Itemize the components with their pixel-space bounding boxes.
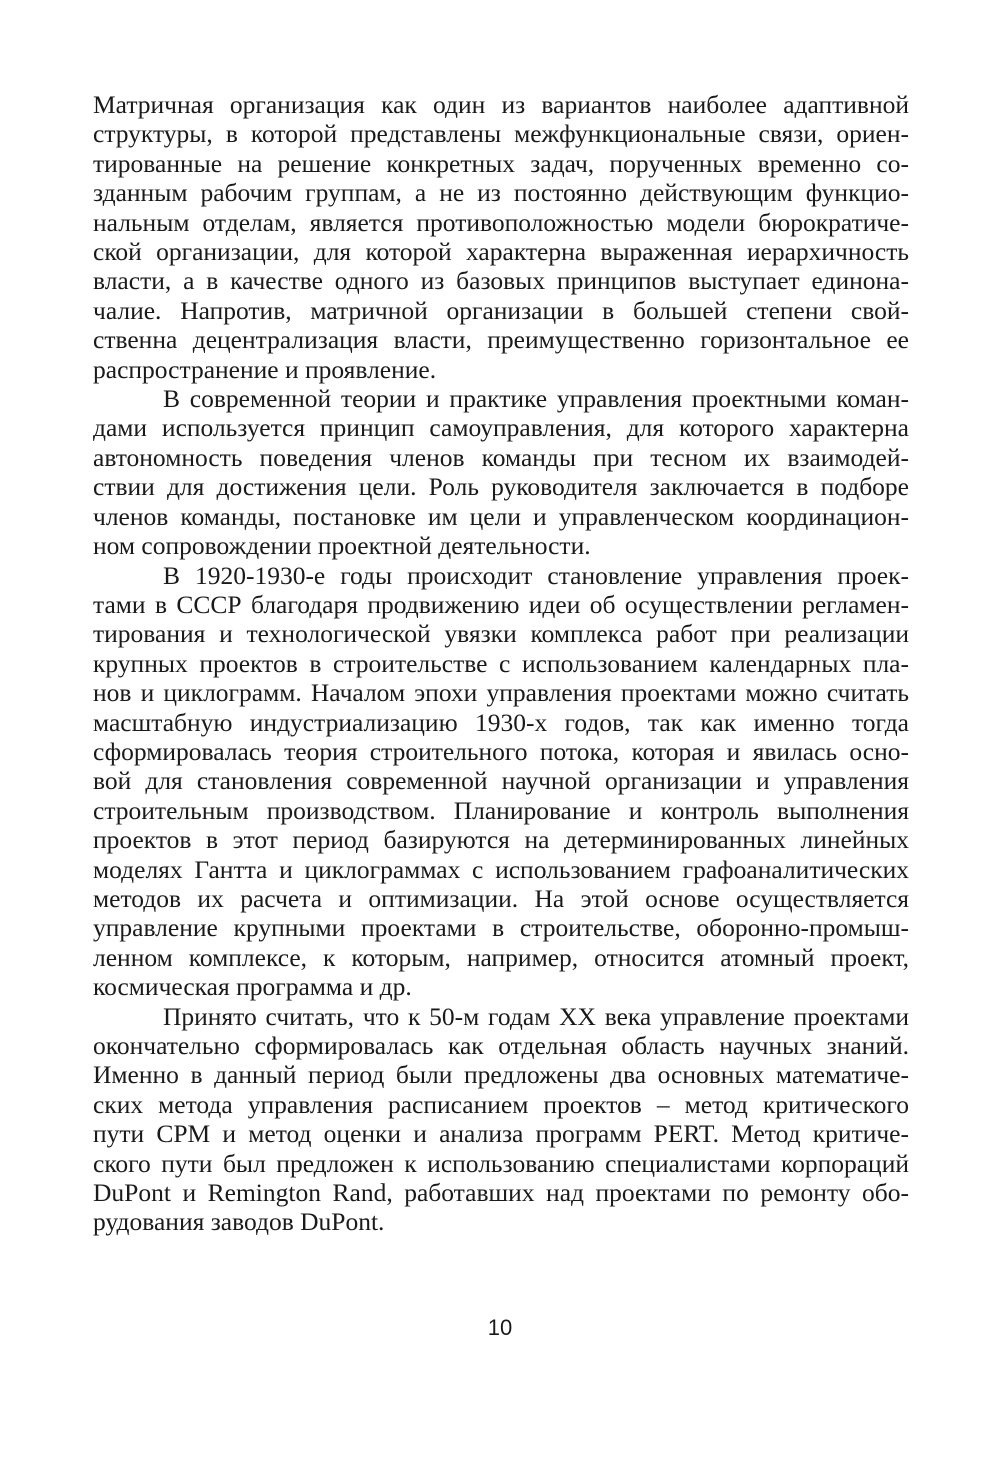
paragraph-matrix-organization <box>93 90 909 384</box>
text-line: окончательно сформировалась как отдельная область научных знаний. <box>93 1031 909 1060</box>
text-line: нов и циклограмм. Началом эпохи управления проектами можно считать <box>93 678 909 708</box>
text-line: масштабную индустриализацию 1930-х годов, так как именно тогда <box>93 707 909 737</box>
text-line: крупных проектов в строительстве с использованием календарных пла- <box>93 648 909 678</box>
text-line: рудования заводов DuPont. <box>93 1207 385 1237</box>
text-line: тирования и технологической увязки комплекса работ при реализации <box>93 619 909 649</box>
text-line: нальным отделам, является противоположностью модели бюрократиче- <box>93 207 909 237</box>
page-number: 10 <box>487 1315 513 1340</box>
text-line: строительным производством. Планирование и контроль выполнения <box>93 795 909 825</box>
text-line: зданным рабочим группам, а не из постоянно действующим функцио- <box>93 178 909 208</box>
text-line: ствии для достижения цели. Роль руководителя заключается в подборе <box>93 472 909 502</box>
text-line: чалие. Напротив, матричной организации в большей степени свой- <box>93 295 909 325</box>
text-line: тами в СССР благодаря продвижению идеи об осуществлении регламен- <box>93 589 909 619</box>
text-line: членов команды, постановке им цели и управленческом координацион- <box>93 501 909 531</box>
text-line: управление крупными проектами в строительстве, оборонно-промыш- <box>93 913 909 943</box>
text-line: В 1920-1930-е годы происходит становление управления проек- <box>163 560 909 590</box>
text-line: структуры, в которой представлены межфункциональные связи, ориен- <box>93 119 909 149</box>
text-line: ского пути был предложен к использованию специалистами корпораций <box>93 1148 909 1178</box>
text-line: власти, а в качестве одного из базовых принципов выступает единона- <box>93 266 909 296</box>
text-line: Матричная организация как один из вариантов наиболее адаптивной <box>93 90 909 119</box>
text-line: DuPont и Remington Rand, работавших над проектами по ремонту обо- <box>93 1178 909 1208</box>
text-line: В современной теории и практике управления проектными коман- <box>163 384 909 414</box>
text-line: автономность поведения членов команды при тесном их взаимодей- <box>93 442 909 472</box>
text-line: распространение и проявление. <box>93 354 437 384</box>
paragraph-self-management <box>93 384 909 560</box>
text-line: ленном комплексе, к которым, например, относится атомный проект, <box>93 942 909 972</box>
text-line: Именно в данный период были предложены два основных математиче- <box>93 1060 909 1090</box>
text-line: ном сопровождении проектной деятельности. <box>93 531 591 561</box>
text-line: методов их расчета и оптимизации. На этой основе осуществляется <box>93 883 909 913</box>
text-line: Принято считать, что к 50-м годам XX века управление проектами <box>163 1001 909 1031</box>
body-text <box>93 90 909 1237</box>
paragraph-ussr-history <box>93 561 909 1002</box>
text-line: пути CPM и метод оценки и анализа программ PERT. Метод критиче- <box>93 1119 909 1149</box>
text-line: тированные на решение конкретных задач, порученных временно со- <box>93 148 909 178</box>
text-line: сформировалась теория строительного потока, которая и явилась осно- <box>93 736 909 766</box>
text-line: космическая программа и др. <box>93 972 412 1002</box>
text-line: ских метода управления расписанием проектов – метод критического <box>93 1089 909 1119</box>
paragraph-cpm-pert <box>93 1002 909 1237</box>
text-line: дами используется принцип самоуправления, для которого характерна <box>93 413 909 443</box>
text-line: вой для становления современной научной организации и управления <box>93 766 909 796</box>
text-line: проектов в этот период базируются на детерминированных линейных <box>93 825 909 855</box>
text-line: моделях Гантта и циклограммах с использованием графоаналитических <box>93 854 909 884</box>
text-line: ственна децентрализация власти, преимущественно горизонтальное ее <box>93 325 909 355</box>
text-line: ской организации, для которой характерна выраженная иерархичность <box>93 237 909 267</box>
